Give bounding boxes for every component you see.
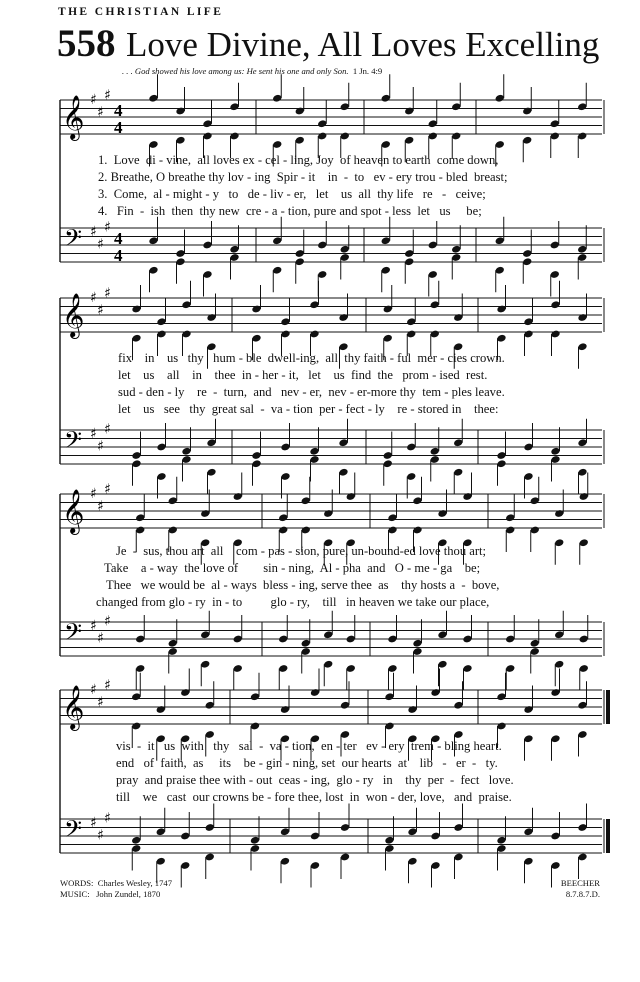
lyric-line: vis - it us with thy sal - va - tion, en - ter ev - ery trem - bling heart. [116, 739, 502, 753]
lyric-line: till we cast our crowns be - fore thee, lost in won - der, love, and praise. [116, 790, 512, 804]
lyric-line: fix in us thy hum - ble dwell-ing, all thy faith - ful mer - cies crown. [118, 351, 505, 365]
music-label: MUSIC: [60, 889, 90, 899]
sharp-sign: ♯ [97, 438, 104, 455]
section-header: THE CHRISTIAN LIFE [58, 6, 224, 18]
sharp-sign: ♯ [104, 613, 111, 630]
sharp-sign: ♯ [97, 302, 104, 319]
sharp-sign: ♯ [90, 814, 97, 831]
treble-clef: 𝄞 [62, 293, 85, 337]
lyric-line: let us all in thee in - her - it, let us find the prom - ised rest. [118, 368, 488, 382]
sharp-sign: ♯ [90, 289, 97, 306]
sharp-sign: ♯ [97, 498, 104, 515]
epigraph-text: . . . God showed his love among us: He sent his one and only Son. [122, 66, 349, 76]
words-credit: Charles Wesley, 1747 [97, 878, 172, 888]
lyric-line: Je - sus, thou art all com - pas - sion, pure, un-bound-ed love thou art; [116, 544, 487, 558]
sharp-sign: ♯ [104, 481, 111, 498]
lyric-line: Take a - way the love of sin - ning, Al - pha and O - me - ga be; [104, 561, 481, 575]
hymn-number: 558 [57, 22, 116, 65]
sharp-sign: ♯ [90, 617, 97, 634]
lyric-line: end of faith, as its be - gin - ning, set our hearts at lib - er - ty. [116, 756, 498, 770]
lyric-line: pray and praise thee with - out ceas - ing, glo - ry in thy per - fect love. [116, 773, 514, 787]
bass-clef: 𝄢 [64, 426, 83, 459]
treble-clef: 𝄞 [62, 489, 85, 533]
sharp-sign: ♯ [97, 694, 104, 711]
sharp-sign: ♯ [97, 827, 104, 844]
sharp-sign: ♯ [90, 425, 97, 442]
sharp-sign: ♯ [97, 104, 104, 121]
tune-name: BEECHER [560, 878, 600, 888]
scripture-reference: 1 Jn. 4:9 [352, 66, 383, 76]
credits [60, 878, 172, 900]
lyric-line: 1. Love di - vine, all loves ex - cel - ling, Joy of heaven to earth come down, [98, 153, 499, 167]
time-signature: 4 [114, 101, 123, 120]
sharp-sign: ♯ [104, 285, 111, 302]
bass-clef: 𝄢 [64, 618, 83, 651]
sharp-sign: ♯ [90, 223, 97, 240]
words-label: WORDS: [60, 878, 94, 888]
lyric-line: changed from glo - ry in - to glo - ry, till in heaven we take our place, [96, 595, 490, 609]
bass-clef: 𝄢 [64, 815, 83, 848]
treble-clef: 𝄞 [62, 95, 85, 139]
time-signature: 4 [114, 229, 123, 248]
time-signature: 4 [114, 246, 123, 265]
treble-clef: 𝄞 [62, 685, 85, 729]
sharp-sign: ♯ [104, 219, 111, 236]
meter: 8.7.8.7.D. [565, 889, 600, 899]
sharp-sign: ♯ [90, 91, 97, 108]
sharp-sign: ♯ [104, 677, 111, 694]
sharp-sign: ♯ [97, 236, 104, 253]
sharp-sign: ♯ [104, 87, 111, 104]
bass-clef: 𝄢 [64, 224, 83, 257]
sharp-sign: ♯ [104, 421, 111, 438]
music-credit: John Zundel, 1870 [96, 889, 161, 899]
lyric-line: 3. Come, al - might - y to de - liv - er, let us all thy life re - ceive; [98, 187, 486, 201]
time-signature: 4 [114, 118, 123, 137]
sharp-sign: ♯ [90, 681, 97, 698]
lyric-line: 4. Fin - ish then thy new cre - a - tion, pure and spot - less let us be; [98, 204, 482, 218]
sharp-sign: ♯ [90, 485, 97, 502]
lyric-line: Thee we would be al - ways bless - ing, serve thee as thy hosts a - bove, [106, 578, 500, 592]
lyric-line: sud - den - ly re - turn, and nev - er, nev - er-more thy tem - ples leave. [118, 385, 505, 399]
sharp-sign: ♯ [104, 810, 111, 827]
hymn-title: Love Divine, All Loves Excelling [126, 25, 600, 64]
sharp-sign: ♯ [97, 630, 104, 647]
lyric-line: 2. Breathe, O breathe thy lov - ing Spir - it in - to ev - ery trou - bled breast; [98, 170, 508, 184]
lyric-line: let us see thy great sal - va - tion per - fect - ly re - stored in thee: [118, 402, 499, 416]
tune-info [561, 878, 600, 900]
